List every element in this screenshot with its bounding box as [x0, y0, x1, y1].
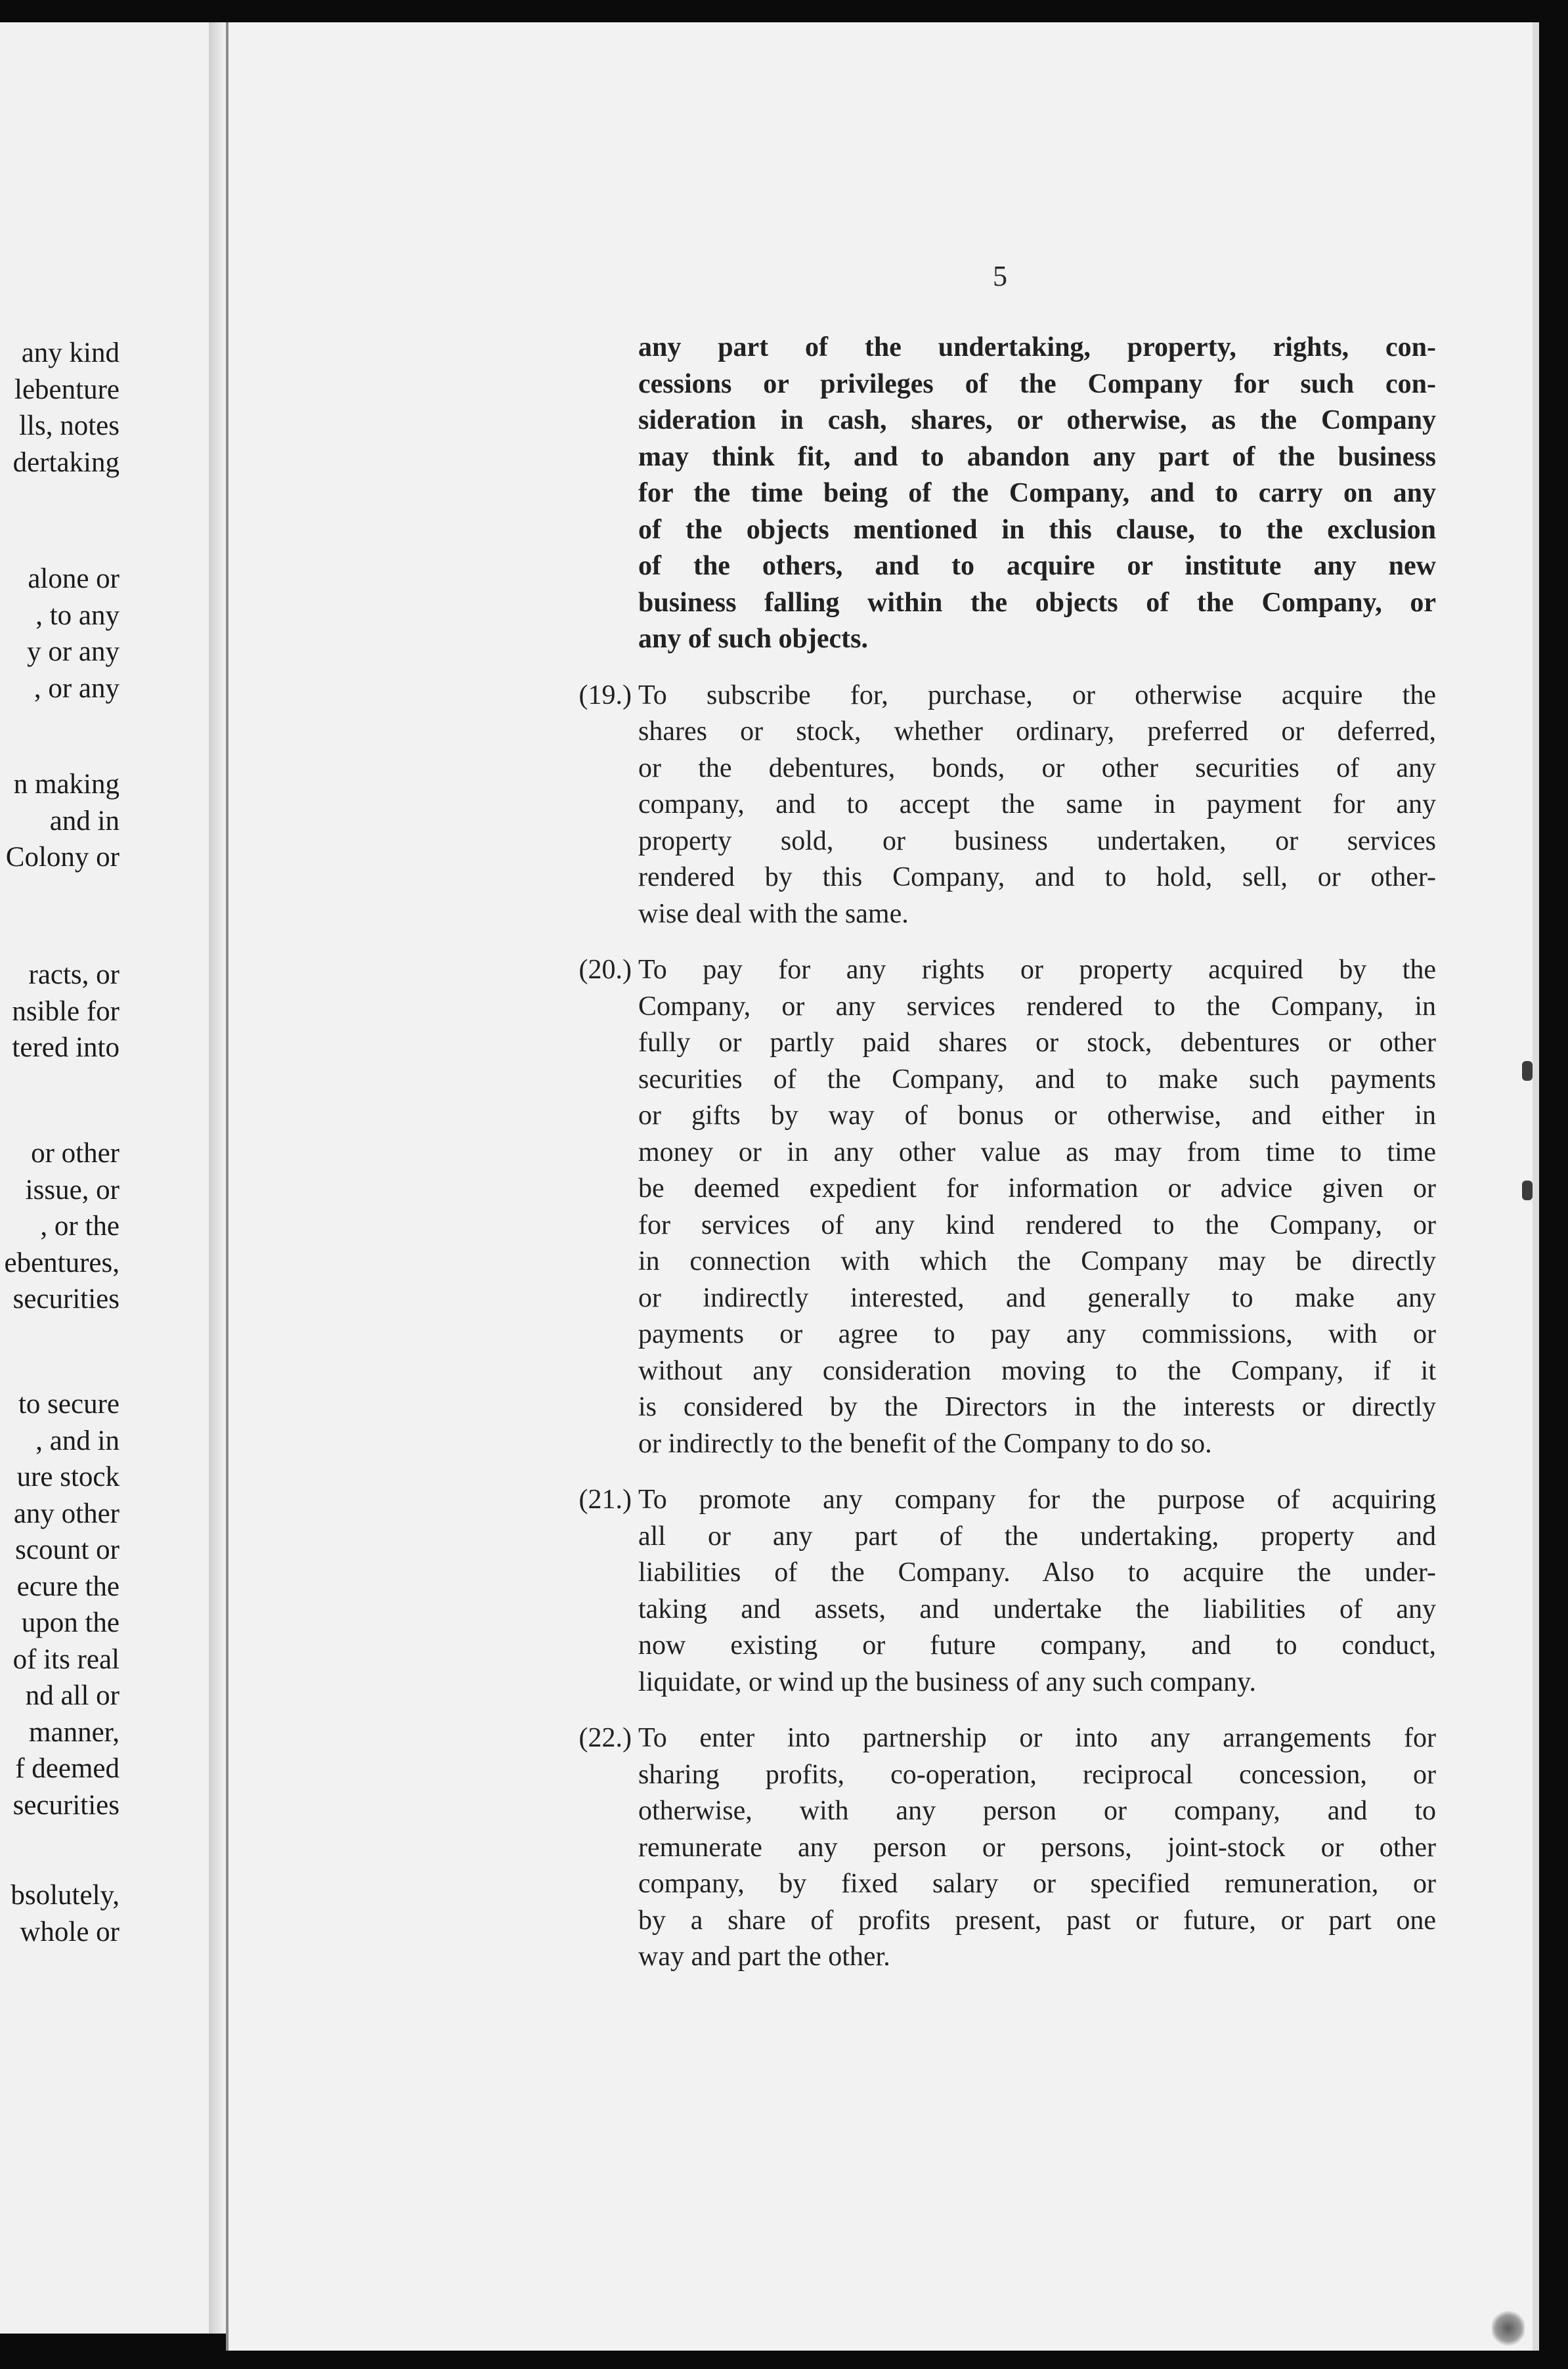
left-page-line: manner, — [29, 1716, 120, 1748]
left-page-line: any kind — [21, 337, 120, 368]
text-line: fully or partly paid shares or stock, debentures or other — [638, 1028, 1436, 1058]
left-page-line: and in — [49, 805, 120, 837]
left-page-line: Colony or — [5, 842, 120, 873]
left-page-line: dertaking — [12, 446, 120, 478]
text-line: remunerate any person or persons, joint-stock or other — [638, 1832, 1436, 1863]
left-page-line: any other — [13, 1498, 120, 1529]
text-line: for services of any kind rendered to the Company, or — [638, 1209, 1436, 1240]
text-line: To subscribe for, purchase, or otherwise acquire the — [638, 680, 1436, 710]
left-page-line: alone or — [28, 563, 120, 594]
left-page-line: ure stock — [16, 1462, 120, 1492]
text-line: all or any part of the undertaking, property and — [638, 1521, 1436, 1552]
clause — [578, 678, 1436, 933]
text-line: be deemed expedient for information or advice given or — [638, 1173, 1436, 1204]
left-page-line: nd all or — [25, 1680, 120, 1711]
text-line: in connection with which the Company may be directly — [638, 1246, 1436, 1276]
left-page-line: , to any — [35, 599, 120, 631]
text-line: liabilities of the Company. Also to acquire the under- — [638, 1557, 1436, 1588]
continued-paragraph — [638, 330, 1436, 658]
text-line: for the time being of the Company, and to carry on any — [638, 478, 1436, 508]
text-line: money or in any other value as may from time to time — [638, 1137, 1436, 1167]
corner-blot — [1492, 2309, 1525, 2348]
page-body — [578, 330, 1436, 1976]
clause-number: (19.) — [578, 680, 632, 710]
left-page-line: n making — [13, 769, 120, 800]
text-line: or indirectly interested, and generally to make any — [638, 1282, 1436, 1313]
left-page-line: , or any — [33, 672, 120, 704]
left-page-line: to secure — [18, 1389, 120, 1420]
clause-number: (22.) — [578, 1723, 632, 1753]
left-page-line: , and in — [35, 1425, 120, 1456]
text-line: by a share of profits present, past or future, or part one — [638, 1905, 1436, 1936]
left-page-line: bsolutely, — [11, 1880, 120, 1911]
text-line: of the others, and to acquire or institute any new — [638, 551, 1436, 581]
clause-number: (20.) — [578, 955, 632, 985]
text-line: taking and assets, and undertake the liabilities of any — [638, 1594, 1436, 1624]
text-line: payments or agree to pay any commissions, with or — [638, 1319, 1436, 1349]
text-line: or gifts by way of bonus or otherwise, and either in — [638, 1100, 1436, 1131]
margin-blot — [1522, 1181, 1533, 1200]
left-page-line: lebenture — [14, 374, 120, 405]
text-line: company, and to accept the same in payment for any — [638, 789, 1436, 819]
text-line: sideration in cash, shares, or otherwise, as the Company — [638, 405, 1436, 435]
text-line: To enter into partnership or into any arrangements for — [638, 1723, 1436, 1753]
left-page-line: racts, or — [28, 959, 120, 990]
text-line: is considered by the Directors in the interests or directly — [638, 1392, 1436, 1422]
left-page-line: y or any — [27, 636, 120, 667]
left-page-line: nsible for — [12, 995, 120, 1027]
text-line: or the debentures, bonds, or other securities of any — [638, 752, 1436, 783]
left-page-line: , or the — [40, 1211, 120, 1242]
text-line: way and part the other. — [638, 1942, 890, 1972]
text-line: shares or stock, whether ordinary, preferred or deferred, — [638, 716, 1436, 747]
text-line: business falling within the objects of the Company, or — [638, 587, 1436, 618]
left-page-line: securities — [12, 1789, 120, 1821]
left-page-line: lls, notes — [19, 410, 120, 441]
right-page — [226, 22, 1539, 2351]
left-page-line: of its real — [12, 1643, 120, 1675]
text-line: To promote any company for the purpose of acquiring — [638, 1485, 1436, 1515]
left-page-line: upon the — [21, 1607, 120, 1638]
page-number: 5 — [993, 260, 1007, 292]
text-line: otherwise, with any person or company, and to — [638, 1796, 1436, 1826]
text-line: company, by fixed salary or specified remuneration, or — [638, 1869, 1436, 1899]
text-line: wise deal with the same. — [638, 898, 909, 929]
text-line: sharing profits, co-operation, reciprocal concession, or — [638, 1759, 1436, 1790]
clause — [578, 952, 1436, 1462]
clause — [578, 1720, 1436, 1976]
text-line: of the objects mentioned in this clause, to the exclusion — [638, 514, 1436, 545]
text-line: any part of the undertaking, property, rights, con- — [638, 332, 1436, 362]
text-line: any of such objects. — [638, 624, 869, 654]
margin-blot — [1522, 1061, 1533, 1081]
text-line: securities of the Company, and to make such payments — [638, 1064, 1436, 1095]
left-page-line: whole or — [20, 1916, 120, 1947]
left-page-line: ecure the — [16, 1571, 120, 1602]
text-line: or indirectly to the benefit of the Company to do so. — [638, 1428, 1212, 1459]
left-page-line: issue, or — [25, 1174, 120, 1206]
text-line: rendered by this Company, and to hold, sell, or other- — [638, 862, 1436, 892]
text-line: cessions or privileges of the Company for such con- — [638, 368, 1436, 399]
clause-number: (21.) — [578, 1485, 632, 1515]
text-line: Company, or any services rendered to the Company, in — [638, 991, 1436, 1022]
left-page-line: or other — [31, 1138, 120, 1169]
left-page-line: ebentures, — [4, 1247, 120, 1278]
left-page — [0, 22, 211, 2334]
text-line: To pay for any rights or property acquired by the — [638, 955, 1436, 985]
left-page-line: f deemed — [15, 1753, 120, 1784]
text-line: may think fit, and to abandon any part of the business — [638, 441, 1436, 472]
clause — [578, 1482, 1436, 1701]
left-page-line: securities — [12, 1284, 120, 1315]
left-page-line: tered into — [12, 1032, 120, 1063]
text-line: without any consideration moving to the Company, if it — [638, 1355, 1436, 1386]
text-line: property sold, or business undertaken, or services — [638, 825, 1436, 856]
text-line: liquidate, or wind up the business of any such company. — [638, 1666, 1256, 1697]
left-page-line: scount or — [15, 1534, 120, 1565]
book-spine — [209, 22, 226, 2334]
text-line: now existing or future company, and to conduct, — [638, 1630, 1436, 1661]
